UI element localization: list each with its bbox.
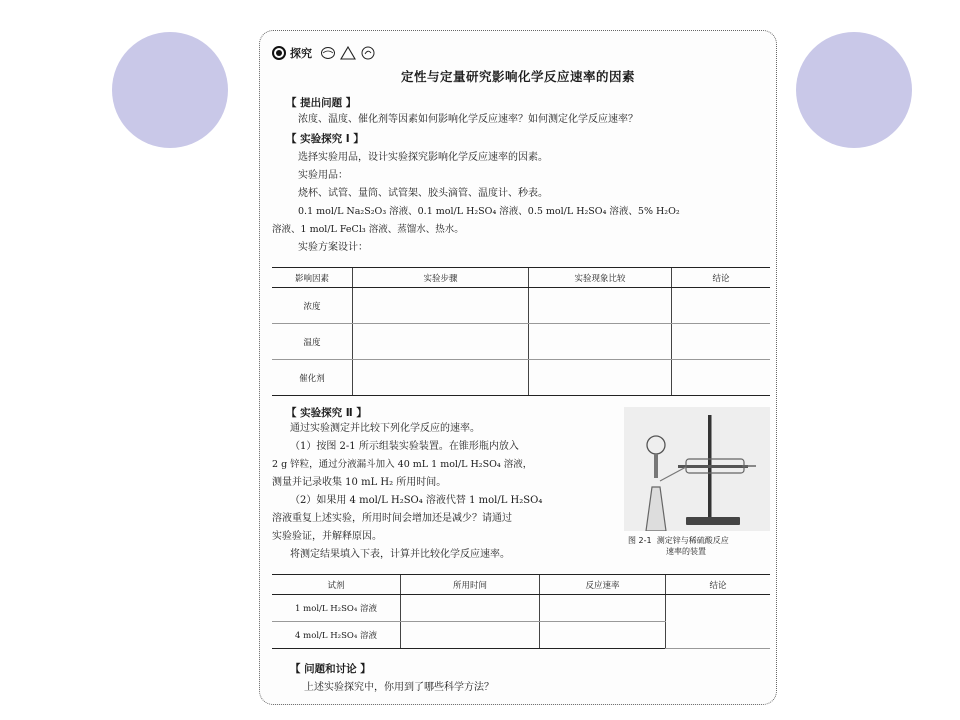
experiment-1-line-6: 实验方案设计： xyxy=(298,242,368,253)
page-title: 定性与定量研究影响化学反应速率的因素 xyxy=(400,69,635,84)
design-table-header: 实验步骤 xyxy=(353,268,529,288)
discussion-text: 上述实验探究中，你用到了哪些科学方法？ xyxy=(304,682,494,693)
figure-caption-line-2: 速率的装置 xyxy=(666,547,706,556)
experiment-2-line-7: 实验验证，并解释原因。 xyxy=(272,531,382,542)
table-row xyxy=(272,595,770,622)
apparatus-illustration xyxy=(624,407,770,531)
factor-cell: 催化剂 xyxy=(272,360,353,396)
table-row xyxy=(272,288,770,324)
result-table-header: 所用时间 xyxy=(401,575,540,595)
figure-caption xyxy=(628,535,729,557)
experiment-2-line-1: 通过实验测定并比较下列化学反应的速率。 xyxy=(290,423,480,434)
target-icon xyxy=(272,46,286,60)
textbook-page xyxy=(259,30,777,705)
experiment-2-line-6: 溶液重复上述实验，所用时间会增加还是减少？请通过 xyxy=(272,513,512,524)
reagent-cell: 4 mol/L H₂SO₄ 溶液 xyxy=(272,622,401,649)
decor-circle-left xyxy=(112,32,228,148)
section-heading-question: 【 提出问题 】 xyxy=(286,97,357,109)
design-table-header: 结论 xyxy=(672,268,771,288)
result-table xyxy=(272,574,770,649)
experiment-2-line-3: 2 g 锌粒，通过分液漏斗加入 40 mL 1 mol/L H₂SO₄ 溶液， xyxy=(272,459,533,470)
factor-cell: 浓度 xyxy=(272,288,353,324)
table-row xyxy=(272,360,770,396)
experiment-1-line-4: 0.1 mol/L Na₂S₂O₃ 溶液、0.1 mol/L H₂SO₄ 溶液、0.5 mol/L H₂SO₄ 溶液、5% H₂O₂ xyxy=(298,206,680,217)
swirl-icon xyxy=(360,46,376,60)
section-heading-discussion: 【 问题和讨论 】 xyxy=(290,663,371,675)
experiment-1-line-3: 烧杯、试管、量筒、试管架、胶头滴管、温度计、秒表。 xyxy=(298,188,548,199)
design-table xyxy=(272,267,770,396)
figure-number: 图 2-1 xyxy=(628,536,652,545)
decor-circle-right xyxy=(796,32,912,148)
figure-caption-line-1: 测定锌与稀硫酸反应 xyxy=(656,536,729,545)
experiment-1-line-1: 选择实验用品，设计实验探究影响化学反应速率的因素。 xyxy=(298,152,548,163)
experiment-2-line-5: （2）如果用 4 mol/L H₂SO₄ 溶液代替 1 mol/L H₂SO₄ xyxy=(290,495,543,506)
result-table-header: 结论 xyxy=(666,575,771,595)
experiment-1-line-2: 实验用品： xyxy=(298,170,348,181)
brain-icon xyxy=(320,46,336,60)
result-table-header: 反应速率 xyxy=(540,575,666,595)
reagent-cell: 1 mol/L H₂SO₄ 溶液 xyxy=(272,595,401,622)
result-table-header: 试剂 xyxy=(272,575,401,595)
experiment-2-line-2: （1）按图 2-1 所示组装实验装置。在锥形瓶内放入 xyxy=(290,441,519,452)
section-heading-experiment-2: 【 实验探究 Ⅱ 】 xyxy=(286,407,367,419)
section-heading-experiment-1: 【 实验探究 Ⅰ 】 xyxy=(286,133,364,145)
design-table-header: 实验现象比较 xyxy=(529,268,672,288)
experiment-2-line-8: 将测定结果填入下表，计算并比较化学反应速率。 xyxy=(290,549,510,560)
design-table-header: 影响因素 xyxy=(272,268,353,288)
inquiry-label: 探究 xyxy=(290,47,312,60)
factor-cell: 温度 xyxy=(272,324,353,360)
experiment-1-line-5: 溶液、1 mol/L FeCl₃ 溶液、蒸馏水、热水。 xyxy=(272,224,464,235)
inquiry-header xyxy=(272,45,376,61)
apparatus-photo xyxy=(624,407,770,531)
experiment-2-line-4: 测量并记录收集 10 mL H₂ 所用时间。 xyxy=(272,477,447,488)
table-row xyxy=(272,324,770,360)
question-text: 浓度、温度、催化剂等因素如何影响化学反应速率？如何测定化学反应速率？ xyxy=(298,114,638,125)
triangle-icon xyxy=(340,46,356,60)
